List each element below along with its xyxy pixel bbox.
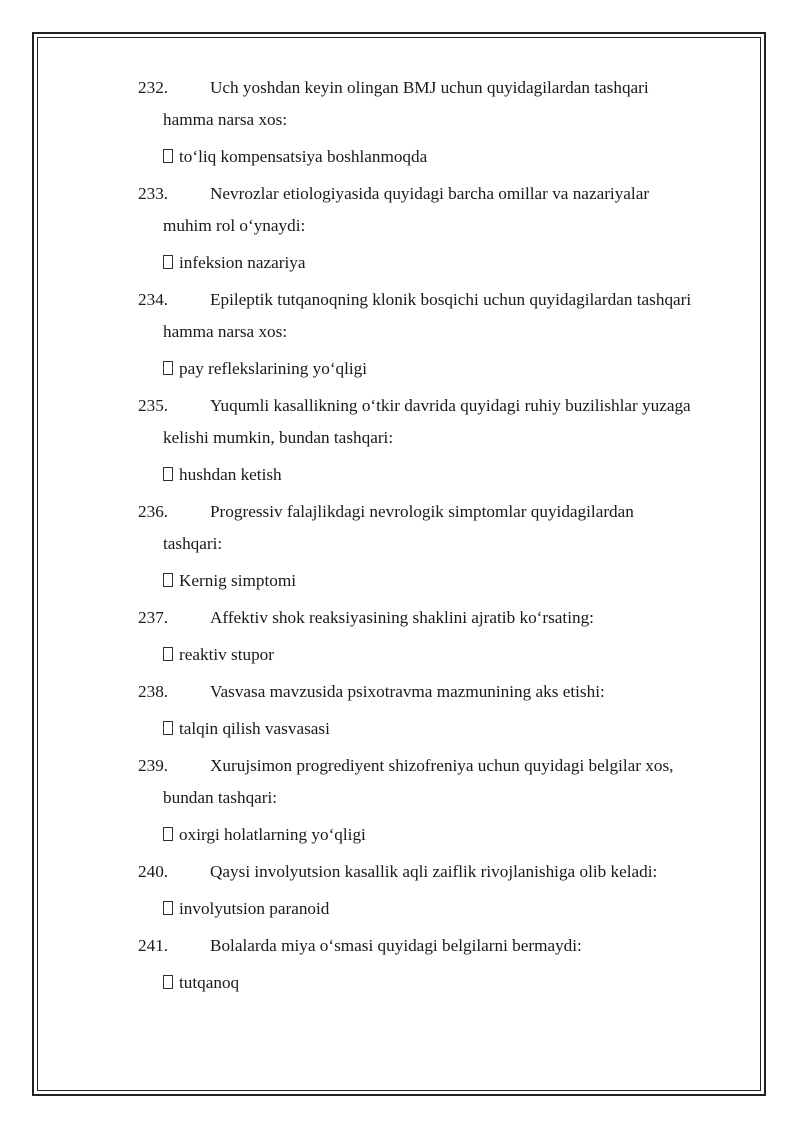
- question-text-line: [0, 496, 800, 528]
- missing-glyph-icon: [163, 255, 173, 269]
- answer-text: Kernig simptomi: [179, 571, 296, 590]
- question-number: 241.: [138, 936, 169, 955]
- answer-232: [0, 141, 800, 173]
- question-text: Progressiv falajlikdagi nevrologik simptomlar quyidagilardan: [210, 502, 634, 521]
- question-text-continued: bundan tashqari:: [163, 788, 278, 807]
- question-239: [0, 750, 800, 814]
- question-240: [0, 856, 800, 888]
- question-number: 239.: [138, 756, 169, 775]
- question-text-line: [0, 390, 800, 422]
- question-number: 234.: [138, 290, 169, 309]
- question-text-continued: kelishi mumkin, bundan tashqari:: [163, 428, 394, 447]
- answer-235: [0, 459, 800, 491]
- question-text: Uch yoshdan keyin olingan BMJ uchun quyidagilardan tashqari: [210, 78, 649, 97]
- missing-glyph-icon: [163, 647, 173, 661]
- question-234: [0, 284, 800, 348]
- question-241: [0, 930, 800, 962]
- answer-240: [0, 893, 800, 925]
- answer-238: [0, 713, 800, 745]
- answer-text: infeksion nazariya: [179, 253, 306, 272]
- question-text-continued: tashqari:: [163, 534, 223, 553]
- question-text-line: [0, 602, 800, 634]
- question-text-continued: hamma narsa xos:: [163, 110, 288, 129]
- question-236: [0, 496, 800, 560]
- question-number: 235.: [138, 396, 169, 415]
- question-text-line: [0, 676, 800, 708]
- missing-glyph-icon: [163, 149, 173, 163]
- answer-text: tutqanoq: [179, 973, 240, 992]
- answer-237: [0, 639, 800, 671]
- question-235: [0, 390, 800, 454]
- missing-glyph-icon: [163, 721, 173, 735]
- missing-glyph-icon: [163, 975, 173, 989]
- answer-239: [0, 819, 800, 851]
- question-text-line: [0, 930, 800, 962]
- answer-text: pay reflekslarining yo‘qligi: [179, 359, 368, 378]
- question-number: 240.: [138, 862, 169, 881]
- answer-text: to‘liq kompensatsiya boshlanmoqda: [179, 147, 428, 166]
- question-text-continued: hamma narsa xos:: [163, 322, 288, 341]
- question-text-continued: muhim rol o‘ynaydi:: [163, 216, 306, 235]
- answer-text: hushdan ketish: [179, 465, 282, 484]
- question-text: Vasvasa mavzusida psixotravma mazmunining aks etishi:: [210, 682, 605, 701]
- question-text-line: [0, 856, 800, 888]
- missing-glyph-icon: [163, 361, 173, 375]
- question-number: 237.: [138, 608, 169, 627]
- question-text: Qaysi involyutsion kasallik aqli zaiflik rivojlanishiga olib keladi:: [210, 862, 658, 881]
- answer-text: talqin qilish vasvasasi: [179, 719, 330, 738]
- question-text: Nevrozlar etiologiyasida quyidagi barcha omillar va nazariyalar: [210, 184, 650, 203]
- question-text: Bolalarda miya o‘smasi quyidagi belgilarni bermaydi:: [210, 936, 582, 955]
- missing-glyph-icon: [163, 573, 173, 587]
- question-text: Xurujsimon progrediyent shizofreniya uchun quyidagi belgilar xos,: [210, 756, 674, 775]
- question-text-line: [0, 750, 800, 782]
- answer-241: [0, 967, 800, 999]
- answer-text: reaktiv stupor: [179, 645, 274, 664]
- question-text-line: [0, 284, 800, 316]
- question-text-line: [0, 72, 800, 104]
- question-number: 238.: [138, 682, 169, 701]
- question-text: Affektiv shok reaksiyasining shaklini ajratib ko‘rsating:: [210, 608, 594, 627]
- missing-glyph-icon: [163, 901, 173, 915]
- answer-text: oxirgi holatlarning yo‘qligi: [179, 825, 366, 844]
- question-number: 236.: [138, 502, 169, 521]
- answer-236: [0, 565, 800, 597]
- missing-glyph-icon: [163, 827, 173, 841]
- answer-text: involyutsion paranoid: [179, 899, 330, 918]
- answer-234: [0, 353, 800, 385]
- question-233: [0, 178, 800, 242]
- question-238: [0, 676, 800, 708]
- question-text-line: [0, 178, 800, 210]
- answer-233: [0, 247, 800, 279]
- question-text: Yuqumli kasallikning o‘tkir davrida quyidagi ruhiy buzilishlar yuzaga: [210, 396, 691, 415]
- question-list: [0, 72, 800, 1004]
- question-232: [0, 72, 800, 136]
- question-text: Epileptik tutqanoqning klonik bosqichi uchun quyidagilardan tashqari: [210, 290, 692, 309]
- question-number: 233.: [138, 184, 169, 203]
- question-number: 232.: [138, 78, 169, 97]
- question-237: [0, 602, 800, 634]
- missing-glyph-icon: [163, 467, 173, 481]
